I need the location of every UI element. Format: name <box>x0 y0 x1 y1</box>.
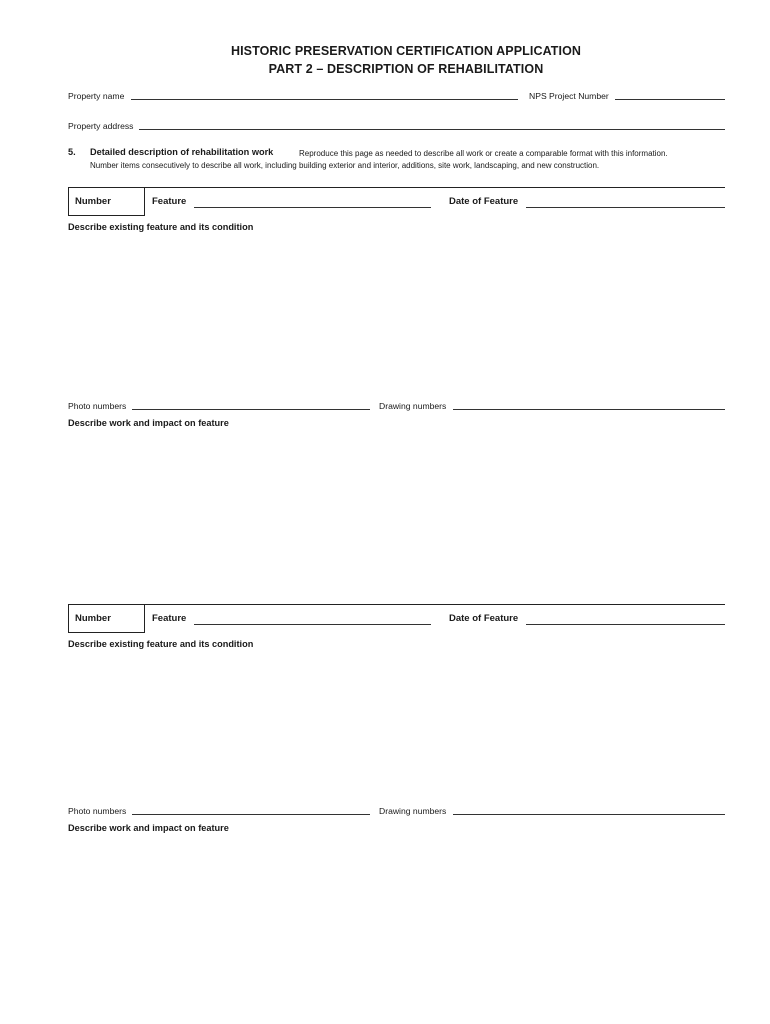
property-address-label: Property address <box>68 121 134 131</box>
date-of-feature-field-2[interactable] <box>526 624 725 625</box>
number-label: Number <box>75 613 111 624</box>
form-title-line2: PART 2 – DESCRIPTION OF REHABILITATION <box>268 62 544 76</box>
form-title-line1: HISTORIC PRESERVATION CERTIFICATION APPLICATION <box>230 44 582 58</box>
feature-field-1[interactable] <box>194 207 431 208</box>
photo-numbers-label-2: Photo numbers <box>68 806 127 816</box>
date-of-feature-field-1[interactable] <box>526 207 725 208</box>
section-heading: Detailed description of rehabilitation work <box>90 147 274 157</box>
drawing-numbers-label-1: Drawing numbers <box>379 401 447 411</box>
property-name-field[interactable] <box>131 99 518 100</box>
feature-row-2 <box>68 604 725 633</box>
work-impact-area-1[interactable] <box>68 432 725 600</box>
existing-feature-area-2[interactable] <box>68 653 725 801</box>
number-box-1[interactable] <box>68 188 145 216</box>
date-of-feature-label: Date of Feature <box>449 196 519 207</box>
photo-numbers-field-2[interactable] <box>132 814 370 815</box>
property-name-label: Property name <box>68 91 125 101</box>
photo-numbers-label-1: Photo numbers <box>68 401 127 411</box>
section-instruction-2: Number items consecutively to describe all work, including building exterior and interior, additions, site work, landscaping, and new construction. <box>90 161 600 170</box>
nps-project-number-field[interactable] <box>615 99 725 100</box>
section-instruction-1: Reproduce this page as needed to describe all work or create a comparable format with this information. <box>299 149 668 158</box>
feature-row-1 <box>68 187 725 216</box>
drawing-numbers-field-1[interactable] <box>453 409 725 410</box>
photo-numbers-field-1[interactable] <box>132 409 370 410</box>
nps-project-number-label: NPS Project Number <box>529 91 609 101</box>
number-box-2[interactable] <box>68 605 145 633</box>
feature-label: Feature <box>152 196 187 207</box>
property-address-field[interactable] <box>139 129 725 130</box>
number-label: Number <box>75 196 111 207</box>
feature-label: Feature <box>152 613 187 624</box>
drawing-numbers-label-2: Drawing numbers <box>379 806 447 816</box>
drawing-numbers-field-2[interactable] <box>453 814 725 815</box>
date-of-feature-label: Date of Feature <box>449 613 519 624</box>
work-impact-heading-1: Describe work and impact on feature <box>68 418 229 428</box>
work-impact-area-2[interactable] <box>68 837 725 1007</box>
feature-field-2[interactable] <box>194 624 431 625</box>
existing-feature-area-1[interactable] <box>68 236 725 396</box>
existing-feature-heading-1: Describe existing feature and its condition <box>68 222 254 232</box>
work-impact-heading-2: Describe work and impact on feature <box>68 823 229 833</box>
section-number: 5. <box>68 147 76 157</box>
existing-feature-heading-2: Describe existing feature and its condition <box>68 639 254 649</box>
